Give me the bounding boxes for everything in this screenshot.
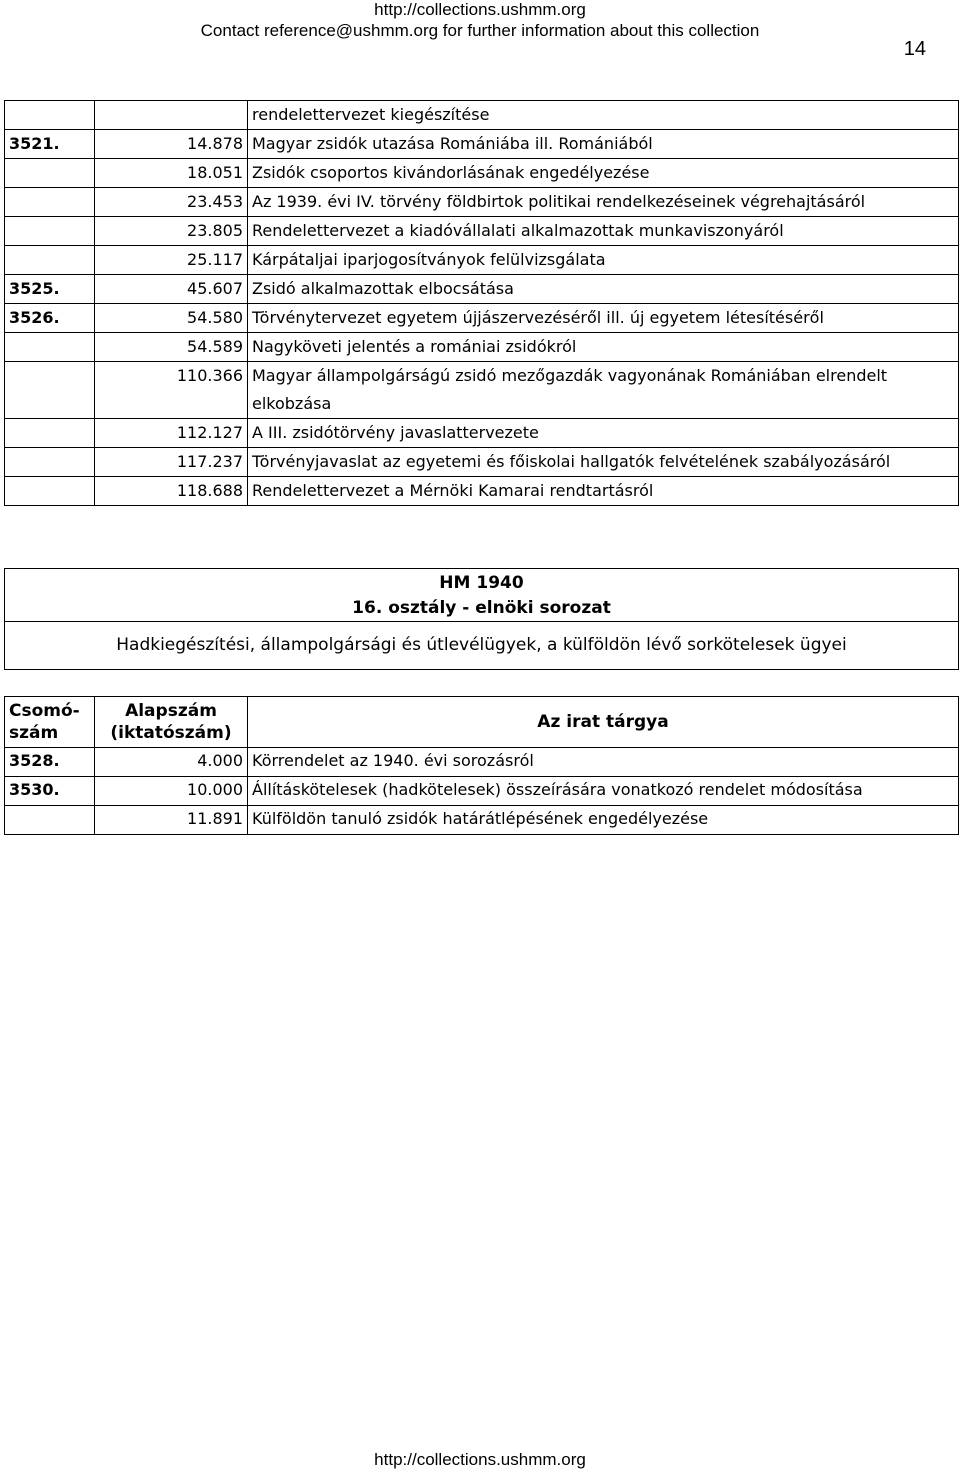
header-alapszam [95, 697, 248, 748]
table-row [5, 477, 959, 506]
table-row [5, 217, 959, 246]
header-alapszam-line2: (iktatószám) [110, 723, 232, 743]
cell-targy: Rendelettervezet a kiadóvállalati alkalmazottak munkaviszonyáról [248, 217, 959, 246]
table-row [5, 188, 959, 217]
header-csomoszam-line1: Csomó- [9, 701, 80, 721]
table-row [5, 362, 959, 419]
table-row [5, 777, 959, 806]
table-row [5, 159, 959, 188]
cell-targy: Rendelettervezet a Mérnöki Kamarai rendtartásról [248, 477, 959, 506]
cell-targy: Törvényjavaslat az egyetemi és főiskolai hallgatók felvételének szabályozásáról [248, 448, 959, 477]
header-irat-targya: Az irat tárgya [248, 697, 959, 748]
table-row [5, 419, 959, 448]
cell-targy: Zsidó alkalmazottak elbocsátása [248, 275, 959, 304]
cell-alapszam: 10.000 [95, 777, 248, 806]
section-title: HM 1940 [439, 573, 524, 593]
header-contact: Contact reference@ushmm.org for further information about this collection [200, 21, 760, 40]
cell-alapszam: 117.237 [95, 448, 248, 477]
cell-csomo [5, 333, 95, 362]
table-row [5, 806, 959, 835]
cell-targy: Körrendelet az 1940. évi sorozásról [248, 748, 959, 777]
table-row [5, 304, 959, 333]
cell-csomo [5, 448, 95, 477]
cell-alapszam: 23.453 [95, 188, 248, 217]
cell-targy: Magyar zsidók utazása Romániába ill. Romániából [248, 130, 959, 159]
section-divider [5, 621, 958, 622]
section-subtitle: Hadkiegészítési, állampolgársági és útlevélügyek, a külföldön lévő sorkötelesek ügyei [116, 635, 847, 655]
cell-alapszam: 18.051 [95, 159, 248, 188]
table-row [5, 448, 959, 477]
cell-targy: rendelettervezet kiegészítése [248, 101, 959, 130]
section-header-box [4, 568, 959, 670]
table-row [5, 748, 959, 777]
cell-targy: Nagyköveti jelentés a romániai zsidókról [248, 333, 959, 362]
footer-url: http://collections.ushmm.org [374, 1450, 586, 1469]
cell-csomo [5, 362, 95, 419]
cell-alapszam: 23.805 [95, 217, 248, 246]
table-header-row [5, 697, 959, 748]
page-number: 14 [903, 38, 926, 60]
cell-alapszam: 54.589 [95, 333, 248, 362]
cell-targy: Zsidók csoportos kivándorlásának engedélyezése [248, 159, 959, 188]
header-alapszam-line1: Alapszám [125, 701, 217, 721]
cell-csomo [5, 246, 95, 275]
cell-targy: Kárpátaljai iparjogosítványok felülvizsgálata [248, 246, 959, 275]
cell-alapszam: 110.366 [95, 362, 248, 419]
table-row [5, 101, 959, 130]
archive-table-1 [4, 100, 959, 506]
cell-alapszam [95, 101, 248, 130]
cell-csomo: 3525. [5, 275, 95, 304]
cell-csomo [5, 477, 95, 506]
cell-alapszam: 4.000 [95, 748, 248, 777]
cell-alapszam: 118.688 [95, 477, 248, 506]
cell-csomo: 3528. [5, 748, 95, 777]
cell-targy: Az 1939. évi IV. törvény földbirtok politikai rendelkezéseinek végrehajtásáról [248, 188, 959, 217]
cell-csomo [5, 806, 95, 835]
cell-csomo [5, 217, 95, 246]
table-row [5, 246, 959, 275]
cell-csomo: 3526. [5, 304, 95, 333]
cell-alapszam: 25.117 [95, 246, 248, 275]
header-csomoszam [5, 697, 95, 748]
cell-csomo [5, 159, 95, 188]
cell-targy: Magyar állampolgárságú zsidó mezőgazdák vagyonának Romániában elrendelt elkobzása [248, 362, 959, 419]
table-row [5, 275, 959, 304]
table-row [5, 333, 959, 362]
cell-alapszam: 14.878 [95, 130, 248, 159]
header-csomoszam-line2: szám [9, 723, 59, 743]
cell-targy: Állításkötelesek (hadkötelesek) összeírására vonatkozó rendelet módosítása [248, 777, 959, 806]
cell-targy: A III. zsidótörvény javaslattervezete [248, 419, 959, 448]
cell-csomo: 3521. [5, 130, 95, 159]
cell-csomo: 3530. [5, 777, 95, 806]
cell-alapszam: 45.607 [95, 275, 248, 304]
archive-table-2 [4, 696, 959, 835]
table-row [5, 130, 959, 159]
cell-alapszam: 11.891 [95, 806, 248, 835]
header-url: http://collections.ushmm.org [374, 0, 586, 19]
cell-targy: Külföldön tanuló zsidók határátlépésének engedélyezése [248, 806, 959, 835]
section-series: 16. osztály - elnöki sorozat [352, 598, 611, 618]
cell-csomo [5, 188, 95, 217]
cell-csomo [5, 101, 95, 130]
cell-targy: Törvénytervezet egyetem újjászervezéséről ill. új egyetem létesítéséről [248, 304, 959, 333]
cell-alapszam: 112.127 [95, 419, 248, 448]
cell-alapszam: 54.580 [95, 304, 248, 333]
cell-csomo [5, 419, 95, 448]
